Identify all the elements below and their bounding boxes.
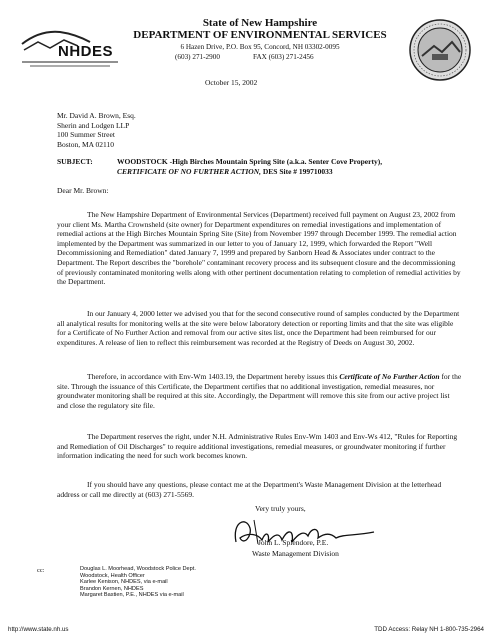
paragraph-3-part-a: Therefore, in accordance with Env-Wm 1403.19, the Department hereby issues this [87, 372, 340, 381]
subject-certificate: CERTIFICATE OF NO FURTHER ACTION, [117, 167, 261, 176]
footer-tdd: TDD Access: Relay NH 1-800-735-2964 [374, 626, 484, 633]
cc-recipient: Margaret Bastien, P.E., NHDES via e-mail [80, 592, 184, 599]
cc-recipient: Brandon Kernen, NHDES [80, 585, 144, 592]
paragraph-4: The Department reserves the right, under N.H. Administrative Rules Env-Wm 1403 and Env-Ws 412, "Rules for Reporting and Remediation of Oil Discharges" to require additional investigations, remedial measures, or groundwater monitoring if further information indicating the need for such work becomes known. [57, 432, 458, 461]
paragraph-3-part-b: for the site. Through the issuance of this Certificate, the Department certifies that no additional investigation, remedial measures, nor groundwater monitoring shall be required at this site. Accordingly, the Department will remove this site from our active project list and close the regulatory site file. [57, 372, 462, 410]
subject-line-1: WOODSTOCK -High Birches Mountain Spring Site (a.k.a. Senter Cove Property), [117, 157, 383, 166]
department-name: DEPARTMENT OF ENVIRONMENTAL SERVICES [133, 29, 387, 41]
salutation: Dear Mr. Brown: [57, 186, 109, 195]
recipient-city: Boston, MA 02110 [57, 139, 115, 149]
department-phone: (603) 271-2900 [175, 53, 220, 61]
subject-site-number: DES Site # 199710033 [261, 167, 333, 176]
state-name: State of New Hampshire [202, 17, 318, 29]
cc-recipient: Woodstock, Health Officer [80, 572, 145, 579]
valediction: Very truly yours, [255, 504, 306, 513]
state-seal [408, 18, 472, 82]
recipient-street: 100 Summer Street [57, 130, 115, 140]
paragraph-1: The New Hampshire Department of Environmental Services (Department) received full payment on August 23, 2002 from your client Ms. Martha Crownsheld (site owner) for Department expenditures on remedial investigations and implementation of remedial actions at the High Birches Mountain Spring Site (Site) from November 1997 through December 1999. The remedial action implemented by the Department was summarized in our letter to you of January 12, 1999, which forwarded the Report "Well Decommissioning and Remediation" dated January 7, 1999 and prepared by Sanborn Head & Associates under contract to the Department. The Report describes the "borehole" contaminant recovery process and its subsequent closure and the decommissioning of previously contaminated monitoring wells along with other pertinent documentation relating to completion of remedial activities by the Department. [57, 210, 461, 287]
signer-division: Waste Management Division [252, 549, 339, 558]
recipient-block [57, 111, 136, 149]
recipient-name: Mr. David A. Brown, Esq. [57, 111, 136, 120]
cc-recipient: Douglas L. Moorhead, Woodstock Police Dept. [80, 566, 196, 572]
subject-label: SUBJECT: [57, 157, 93, 166]
department-fax: FAX (603) 271-2456 [253, 53, 314, 61]
footer-url: http://www.state.nh.us [8, 626, 69, 633]
recipient-firm: Sherin and Lodgen LLP [57, 120, 130, 130]
paragraph-2: In our January 4, 2000 letter we advised you that for the second consecutive round of samples conducted by the Department all analytical results for monitoring wells at the site were below laboratory detection or reporting limits and that the site was eligible for a Certificate of No Further Action and removal from our active sites list, once the Department had been reimbursed for our expenditures. A release of lien to reflect this reimbursement was recorded at the Registry of Deeds on August 30, 2002. [57, 309, 460, 347]
paragraph-3-certificate: Certificate of No Further Action [339, 372, 440, 381]
cc-label: cc: [37, 567, 45, 574]
signer-name: John L. Splendore, P.E. [258, 538, 329, 547]
department-address: 6 Hazen Drive, P.O. Box 95, Concord, NH 03302-0095 [180, 43, 340, 51]
cc-recipient: Karlee Kenison, NHDES, via e-mail [80, 579, 168, 586]
letter-date: October 15, 2002 [205, 78, 258, 87]
nhdes-logo-text: NHDES [58, 43, 114, 60]
paragraph-5: If you should have any questions, please contact me at the Department's Waste Management Division at the letterhead address or call me directly at (603) 271-5569. [57, 480, 442, 499]
paragraph-3 [57, 372, 462, 410]
cc-list [80, 566, 196, 599]
state-seal-icon [408, 18, 472, 82]
subject-line-2 [117, 167, 333, 177]
